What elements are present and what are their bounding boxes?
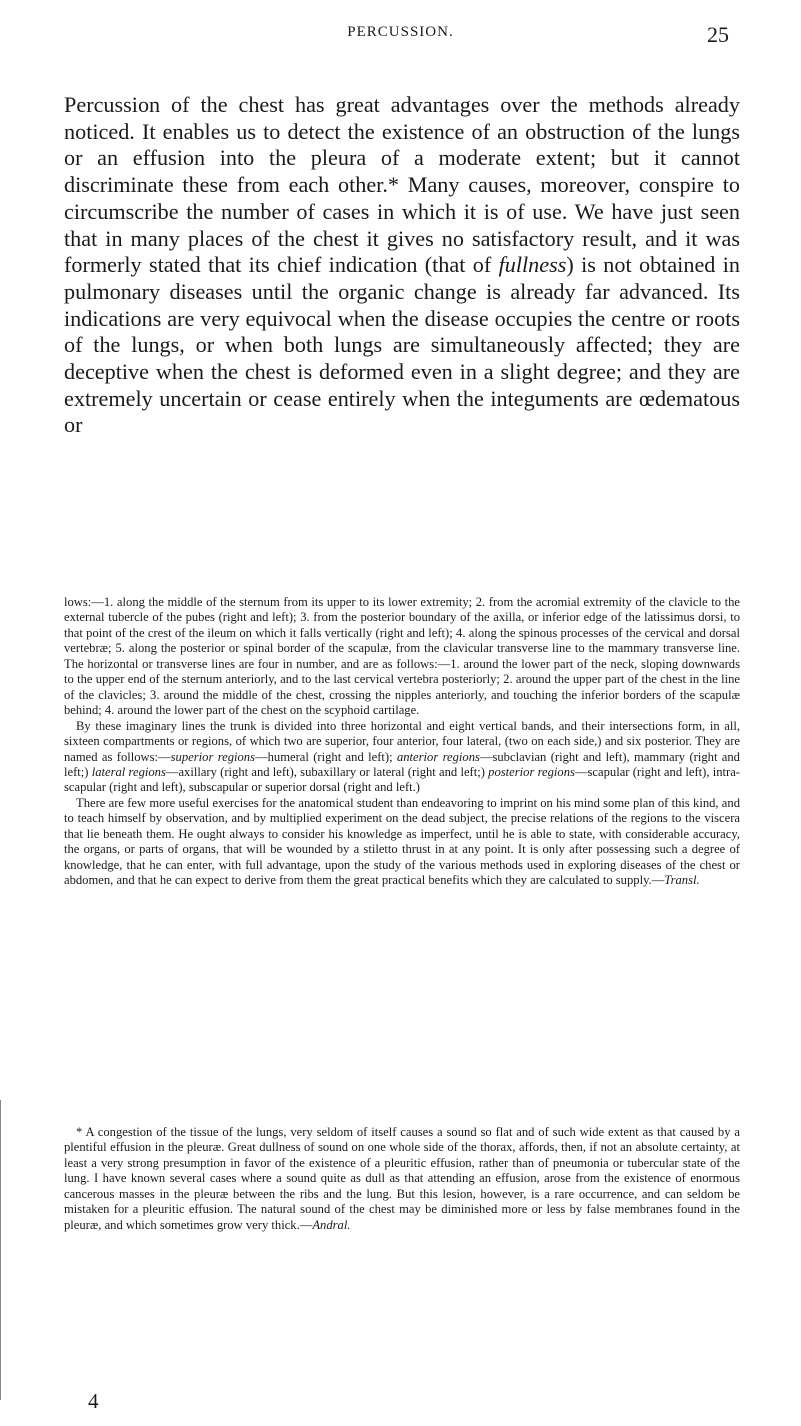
running-title: PERCUSSION. [347, 24, 454, 40]
main-text-part: Percussion of the chest has great advantages over the methods already noticed. It enables us to detect the existence of an obstruction of the lungs or an effusion into the pleura of a moderate extent; but it cannot discriminate these from each other.* Many causes, moreover, conspire to circumscribe the number of cases in which it is of use. We have just seen that in many places of the chest it gives no satisfactory result, and it was formerly stated that its chief indication (that of [64, 92, 740, 278]
emphasis-translator: Transl. [664, 873, 700, 888]
emphasis-superior-regions: superior regions [170, 749, 256, 764]
emphasis-lateral-regions: lateral regions [91, 764, 166, 779]
footnote-text: —scapular (right and left), intra-scapular (right and left), subscapular or superior dorsal (right and left.) [64, 764, 740, 795]
footnote-chest-regions [64, 595, 740, 889]
emphasis-andral: Andral. [312, 1217, 351, 1232]
footnote-paragraph [64, 796, 740, 889]
main-paragraph [64, 92, 740, 439]
signature-mark: 4 [88, 1389, 99, 1413]
footnote-text: —axillary (right and left), subaxillary or lateral (right and left;) [165, 764, 489, 779]
page-number: 25 [707, 22, 729, 47]
footnote-text: lows:—1. along the middle of the sternum from its upper to its lower extremity; 2. from the acromial extremity of the clavicle to the external tubercle of the pubes (right and left); 3. from the posterior boundary of the axilla, or inferior edge of the latissimus dorsi, to that point of the crest of the ileum on which it falls vertically (right and left); 4. along the spinous processes of the cervical and dorsal vertebræ; 5. along the posterior or spinal border of the scapulæ, from the clavicular transverse line to the mammary transverse line. The horizontal or transverse lines are four in number, and are as follows:—1. around the lower part of the neck, sloping downwards to the upper end of the sternum anteriorly, and to the last cervical vertebra posteriorly; 2. around the upper part of the chest in the line of the clavicles; 3. around the middle of the chest, crossing the nipples anteriorly, and touching the inferior borders of the scapulæ behind; 4. around the lower part of the chest on the scyphoid cartilage. [64, 595, 740, 718]
footnote-text: There are few more useful exercises for the anatomical student than endeavoring to imprint on his mind some plan of this kind, and to teach himself by observation, and by multiplied experiment on the dead subject, the precise relations of the regions to the viscera that lie beneath them. He ought always to consider his knowledge as imperfect, until he is able to state, with considerable accuracy, the organs, or parts of organs, that will be wounded by a stiletto thrust in at any point. It is only after possessing such a degree of knowledge, that he can enter, with full advantage, upon the study of the various methods used in exploring diseases of the chest or abdomen, and that he can expect to derive from them the great practical benefits which they are calculated to supply.— [64, 795, 740, 888]
footnote-paragraph [64, 719, 740, 796]
footnote-paragraph [64, 1125, 740, 1233]
running-head [0, 22, 801, 46]
main-text-part: ) is not obtained in pulmonary diseases until the organic change is already far advanced. Its indications are very equivocal when the disease occupies the centre or roots of the lungs, or when both lungs are simultaneously affected; they are deceptive when the chest is deformed even in a slight degree; and they are extremely uncertain or cease entirely when the integuments are œdematous or [64, 252, 740, 438]
footnote-paragraph [64, 595, 740, 719]
footnote-congestion [64, 1125, 740, 1233]
binding-edge-rule [0, 1100, 1, 1400]
emphasis-posterior-regions: posterior regions [488, 764, 575, 779]
footnote-text: * A congestion of the tissue of the lungs, very seldom of itself causes a sound so flat and of such wide extent as that caused by a plentiful effusion in the pleuræ. Great dullness of sound on one whole side of the thorax, affords, then, if not an absolute certainty, at least a very strong presumption in favor of the existence of a pleuritic effusion, rather than of pneumonia or tubercular state of the lung. I have known several cases where a sound quite as dull as that attending an effusion, arose from the existence of enormous cancerous masses in the pleuræ between the ribs and the lung. But this lesion, however, is a rare occurrence, and can seldom be mistaken for a pleuritic effusion. The natural sound of the chest may be diminished more or less by false membranes found in the pleuræ, and which sometimes grow very thick.— [64, 1125, 740, 1232]
footnote-text: —humeral (right and left); [255, 749, 397, 764]
footnote-text: By these imaginary lines the trunk is divided into three horizontal and eight vertical bands, and their intersections form, in all, sixteen compartments or regions, of which two are superior, four anterior, four lateral, (two on each side,) and six posterior. They are named as follows:— [64, 718, 740, 764]
emphasis-fullness: fullness [498, 252, 567, 278]
footnote-text: —subclavian (right and left), mammary (right and left;) [64, 749, 740, 779]
emphasis-anterior-regions: anterior regions [396, 749, 480, 764]
